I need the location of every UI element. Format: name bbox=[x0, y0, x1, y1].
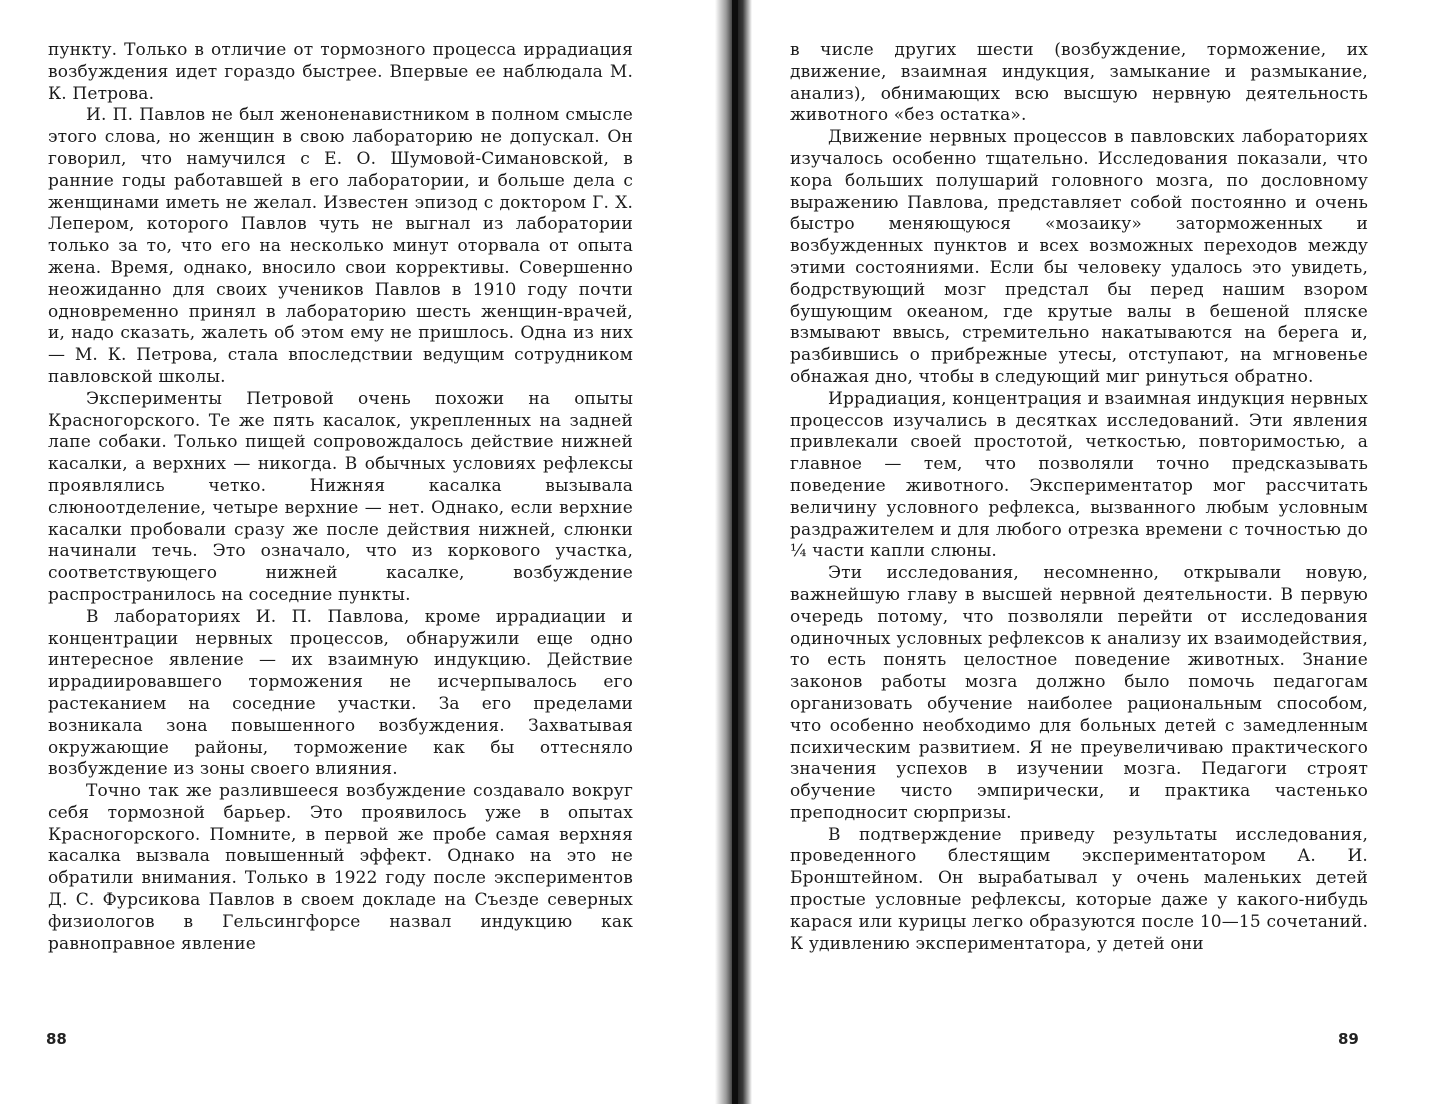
paragraph: Эксперименты Петровой очень похожи на опыты Красногорского. Те же пять касалок, укрепленных на задней лапе собаки. Только пищей сопровождалось действие нижней касалки, а верхних — никогда. В обычных условиях рефлексы проявлялись четко. Нижняя касалка вызывала слюноотделение, четыре верхние — нет. Однако, если верхние касалки пробовали сразу же после действия нижней, слюнки начинали течь. Это означало, что из коркового участка, соответствующего нижней касалке, возбуждение распространилось на соседние пункты. bbox=[48, 388, 633, 605]
paragraph: И. П. Павлов не был женоненавистником в полном смысле этого слова, но женщин в свою лабораторию не допускал. Он говорил, что намучился с Е. О. Шумовой-Симановской, в ранние годы работавшей в его лаборатории, и больше дела с женщинами иметь не желал. Известен эпизод с доктором Г. Х. Лепером, которого Павлов чуть не выгнал из лаборатории только за то, что его на несколько минут оторвала от опыта жена. Время, однако, вносило свои коррективы. Совершенно неожиданно для своих учеников Павлов в 1910 году почти одновременно принял в лабораторию шесть женщин-врачей, и, надо сказать, жалеть об этом ему не пришлось. Одна из них — М. К. Петрова, стала впоследствии ведущим сотрудником павловской школы. bbox=[48, 105, 633, 387]
paragraph: В подтверждение приведу результаты исследования, проведенного блестящим экспериментатором А. И. Бронштейном. Он вырабатывал у очень маленьких детей простые условные рефлексы, которые даже у какого-нибудь карася или курицы легко образуются после 10—15 сочетаний. К удивлению экспериментатора, у детей они bbox=[790, 824, 1368, 954]
paragraph: Точно так же разлившееся возбуждение создавало вокруг себя тормозной барьер. Это проявилось уже в опытах Красногорского. Помните, в первой же пробе самая верхняя касалка вызвала повышенный эффект. Однако на это не обратили внимания. Только в 1922 году после экспериментов Д. С. Фурсикова Павлов в своем докладе на Съезде северных физиологов в Гельсингфорсе назвал индукцию как равноправное явление bbox=[48, 781, 633, 954]
book-gutter-shadow bbox=[715, 0, 752, 1104]
paragraph: Движение нервных процессов в павловских лабораториях изучалось особенно тщательно. Исследования показали, что кора больших полушарий головного мозга, по дословному выражению Павлова, представляет собой постоянно и очень быстро меняющуюся «мозаику» заторможенных и возбужденных пунктов и всех возможных переходов между этими состояниями. Если бы человеку удалось это увидеть, бодрствующий мозг предстал бы перед нашим взором бушующим океаном, где крутые валы в бешеной пляске взмывают ввысь, стремительно накатываются на берега и, разбившись о прибрежные утесы, отступают, на мгновенье обнажая дно, чтобы в следующий миг ринуться обратно. bbox=[790, 127, 1368, 387]
paragraph: в числе других шести (возбуждение, торможение, их движение, взаимная индукция, замыкание и размыкание, анализ), обнимающих всю высшую нервную деятельность животного «без остатка». bbox=[790, 40, 1368, 126]
right-text-column bbox=[790, 40, 1368, 955]
paragraph: Эти исследования, несомненно, открывали новую, важнейшую главу в высшей нервной деятельности. В первую очередь потому, что позволяли перейти от исследования одиночных условных рефлексов к анализу их взаимодействия, то есть понять целостное поведение животных. Знание законов работы мозга должно было помочь педагогам организовать обучение наиболее рациональным способом, что особенно необходимо для больных детей с замедленным психическим развитием. Я не преувеличиваю практического значения успехов в изучении мозга. Педагоги строят обучение чисто эмпирически, и практика частенько преподносит сюрпризы. bbox=[790, 563, 1368, 823]
right-page bbox=[752, 0, 1437, 1104]
paragraph: Иррадиация, концентрация и взаимная индукция нервных процессов изучались в десятках исследований. Эти явления привлекали своей простотой, четкостью, повторимостью, а главное — тем, что позволяли точно предсказывать поведение животного. Экспериментатор мог рассчитать величину условного рефлекса, вызванного любым условным раздражителем и для любого отрезка времени с точностью до ¼ части капли слюны. bbox=[790, 388, 1368, 562]
left-page bbox=[0, 0, 715, 1104]
paragraph: пункту. Только в отличие от тормозного процесса иррадиация возбуждения идет гораздо быстрее. Впервые ее наблюдала М. К. Петрова. bbox=[48, 40, 633, 104]
paragraph: В лабораториях И. П. Павлова, кроме иррадиации и концентрации нервных процессов, обнаружили еще одно интересное явление — их взаимную индукцию. Действие иррадиировавшего торможения не исчерпывалось его растеканием на соседние участки. За его пределами возникала зона повышенного возбуждения. Захватывая окружающие районы, торможение как бы оттесняло возбуждение из зоны своего влияния. bbox=[48, 606, 633, 780]
page-number-left: 88 bbox=[46, 1030, 67, 1048]
page-number-right: 89 bbox=[1338, 1030, 1359, 1048]
left-text-column bbox=[48, 40, 633, 955]
